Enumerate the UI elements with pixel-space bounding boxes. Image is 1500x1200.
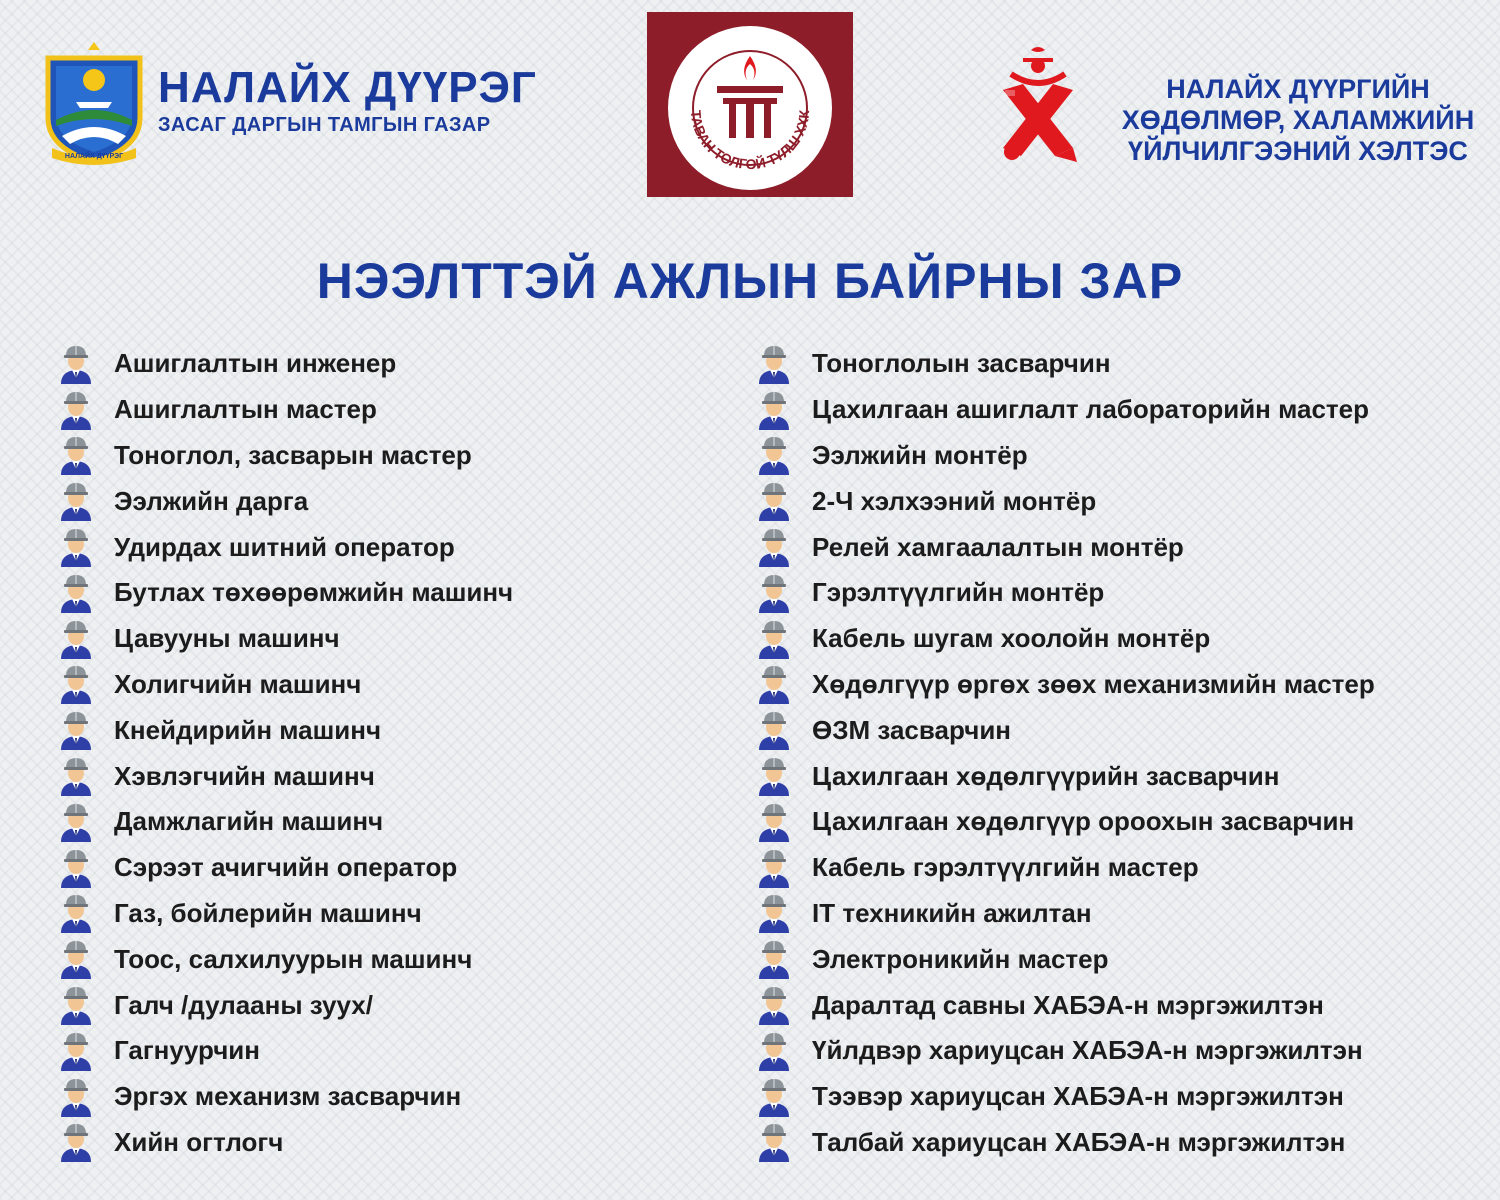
worker-icon (756, 344, 792, 384)
job-item (756, 936, 1375, 982)
job-item (58, 478, 513, 524)
left-logo-caption: НАЛАЙХ ДҮҮРЭГ (64, 153, 124, 160)
job-title: Тоноглол, засварын мастер (114, 439, 472, 470)
worker-icon (58, 619, 94, 659)
right-line-1: НАЛАЙХ ДҮҮРГИЙН (1166, 74, 1430, 104)
right-line-2: ХӨДӨЛМӨР, ХАЛАМЖИЙН (1121, 105, 1475, 135)
job-item (756, 1074, 1375, 1120)
job-title: Удирдах шитний оператор (114, 531, 455, 562)
worker-icon (756, 435, 792, 475)
job-title: Цахилгаан хөдөлгүүрийн засварчин (812, 760, 1280, 791)
worker-icon (58, 344, 94, 384)
right-header-text (1100, 74, 1496, 167)
worker-icon (756, 481, 792, 521)
left-title: НАЛАЙХ ДҮҮРЭГ (158, 63, 537, 112)
job-item (756, 524, 1375, 570)
worker-icon (58, 802, 94, 842)
worker-icon (58, 848, 94, 888)
job-item (58, 616, 513, 662)
left-subtitle: ЗАСАГ ДАРГЫН ТАМГЫН ГАЗАР (158, 114, 491, 136)
job-title: Галч /дулааны зуух/ (114, 989, 373, 1020)
job-title: Цахилгаан хөдөлгүүр ороохын засварчин (812, 806, 1355, 837)
worker-icon (58, 893, 94, 933)
job-title: Тээвэр хариуцсан ХАБЭА-н мэргэжилтэн (812, 1081, 1344, 1112)
job-item (58, 707, 513, 753)
job-title: Хэвлэгчийн машинч (114, 760, 375, 791)
job-item (756, 616, 1375, 662)
worker-icon (756, 619, 792, 659)
job-item (58, 662, 513, 708)
job-item (58, 845, 513, 891)
tavan-tolgoi-logo (647, 12, 853, 197)
worker-icon (756, 848, 792, 888)
job-item (58, 1120, 513, 1166)
job-title: Цавууны машинч (114, 623, 340, 654)
right-line-3: ҮЙЛЧИЛГЭЭНИЙ ХЭЛТЭС (1128, 136, 1468, 166)
nalaikh-emblem-logo (38, 40, 150, 165)
job-title: Бутлах төхөөрөмжийн машинч (114, 577, 514, 608)
worker-icon (58, 435, 94, 475)
job-item (756, 753, 1375, 799)
job-title: Ээлжийн монтёр (812, 439, 1028, 470)
job-title: 2-Ч хэлхээний монтёр (812, 485, 1097, 516)
job-item (756, 570, 1375, 616)
job-title: IT техникийн ажилтан (812, 897, 1092, 928)
job-title: Ашиглалтын инженер (114, 348, 397, 379)
worker-icon (58, 939, 94, 979)
job-title: Сэрээт ачигчийн оператор (114, 852, 458, 883)
job-list-left (58, 341, 513, 1165)
job-item (756, 799, 1375, 845)
job-title: Эргэх механизм засварчин (114, 1081, 462, 1112)
job-item (756, 1028, 1375, 1074)
job-item (756, 1120, 1375, 1166)
worker-icon (756, 527, 792, 567)
labor-welfare-logo (993, 44, 1083, 166)
job-item (58, 387, 513, 433)
job-title: Хөдөлгүүр өргөх зөөх механизмийн мастер (812, 668, 1375, 699)
worker-icon (58, 390, 94, 430)
worker-icon (58, 710, 94, 750)
worker-icon (58, 573, 94, 613)
job-item (756, 982, 1375, 1028)
job-item (58, 891, 513, 937)
job-item (756, 387, 1375, 433)
job-item (756, 478, 1375, 524)
job-item (58, 433, 513, 479)
job-title: Холигчийн машинч (114, 668, 362, 699)
job-title: Цахилгаан ашиглалт лабораторийн мастер (812, 394, 1369, 425)
job-title: Тоноглолын засварчин (812, 348, 1111, 379)
job-item (58, 341, 513, 387)
worker-icon (756, 710, 792, 750)
job-item (58, 799, 513, 845)
job-title: Даралтад савны ХАБЭА-н мэргэжилтэн (812, 989, 1324, 1020)
job-title: Кабель гэрэлтүүлгийн мастер (812, 852, 1199, 883)
job-title: Ашиглалтын мастер (114, 394, 377, 425)
worker-icon (756, 664, 792, 704)
job-item (58, 982, 513, 1028)
job-title: Тоос, салхилуурын машинч (114, 943, 473, 974)
worker-icon (756, 573, 792, 613)
job-item (756, 891, 1375, 937)
job-title: Дамжлагийн машинч (114, 806, 384, 837)
worker-icon (58, 1031, 94, 1071)
job-title: Релей хамгаалалтын монтёр (812, 531, 1184, 562)
job-title: Хийн огтлогч (114, 1126, 284, 1157)
worker-icon (756, 390, 792, 430)
job-item (58, 1074, 513, 1120)
job-title: Ээлжийн дарга (114, 485, 309, 516)
worker-icon (756, 1122, 792, 1162)
worker-icon (58, 1077, 94, 1117)
job-item (58, 524, 513, 570)
worker-icon (58, 1122, 94, 1162)
job-item (58, 753, 513, 799)
job-title: Талбай хариуцсан ХАБЭА-н мэргэжилтэн (812, 1126, 1346, 1157)
worker-icon (58, 664, 94, 704)
job-list-right (756, 341, 1375, 1165)
worker-icon (756, 985, 792, 1025)
job-title: Үйлдвэр хариуцсан ХАБЭА-н мэргэжилтэн (812, 1035, 1363, 1066)
job-item (58, 570, 513, 616)
job-item (756, 341, 1375, 387)
job-title: Гэрэлтүүлгийн монтёр (812, 577, 1105, 608)
worker-icon (58, 527, 94, 567)
worker-icon (756, 756, 792, 796)
worker-icon (756, 802, 792, 842)
job-item (756, 662, 1375, 708)
job-item (756, 845, 1375, 891)
job-title: Газ, бойлерийн машинч (114, 897, 422, 928)
job-item (58, 936, 513, 982)
job-title: Кнейдирийн машинч (114, 714, 382, 745)
job-item (756, 707, 1375, 753)
worker-icon (58, 985, 94, 1025)
job-title: Гагнуурчин (114, 1035, 260, 1066)
job-item (58, 1028, 513, 1074)
worker-icon (756, 939, 792, 979)
worker-icon (756, 1031, 792, 1071)
worker-icon (756, 893, 792, 933)
job-title: Кабель шугам хоолойн монтёр (812, 623, 1211, 654)
worker-icon (58, 481, 94, 521)
worker-icon (756, 1077, 792, 1117)
worker-icon (58, 756, 94, 796)
job-title: ӨЗМ засварчин (812, 714, 1012, 745)
left-header-text (158, 63, 537, 137)
job-item (756, 433, 1375, 479)
job-title: Электроникийн мастер (812, 943, 1109, 974)
center-logo-text: ТАВАН ТОЛГОЙ ТҮЛШ ХХК (687, 109, 813, 173)
page-title: НЭЭЛТТЭЙ АЖЛЫН БАЙРНЫ ЗАР (316, 253, 1184, 309)
